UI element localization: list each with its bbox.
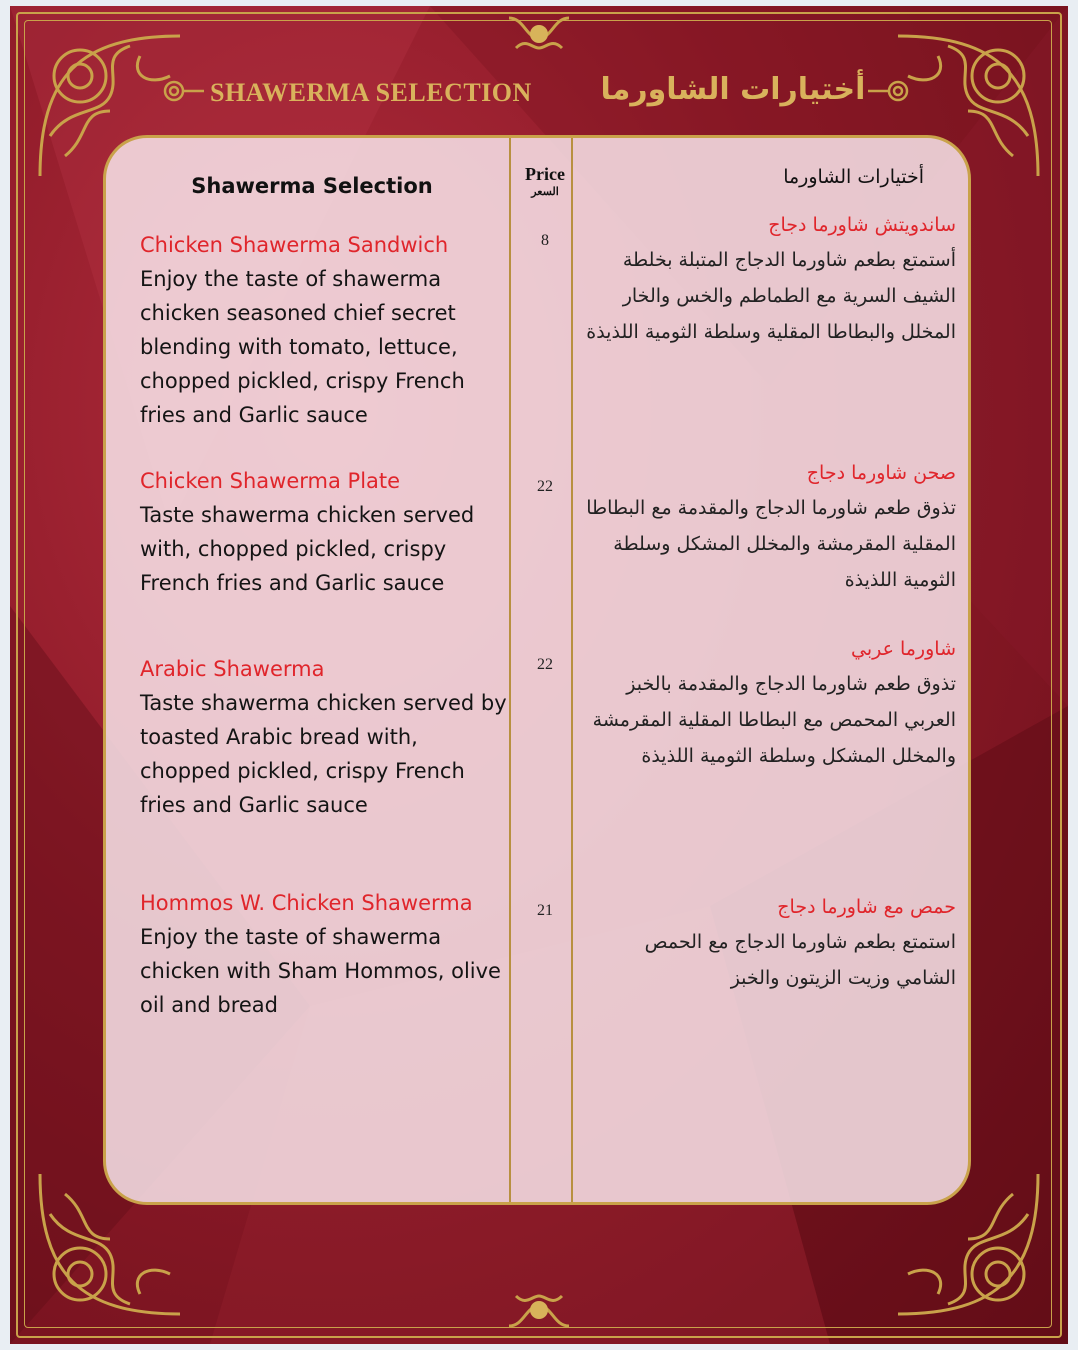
item-name-arabic: شاورما عربي bbox=[850, 638, 956, 660]
item-name-arabic: صحن شاورما دجاج bbox=[806, 462, 956, 484]
menu-page bbox=[10, 6, 1068, 1344]
arabic-column-heading: أختيارات الشاورما bbox=[783, 166, 924, 188]
item-name-arabic: ساندويتش شاورما دجاج bbox=[768, 214, 956, 236]
item-description-english: Enjoy the taste of shawerma chicken seasoned chief secret blending with tomato, lettuce, chopped pickled, crispy French fries and Garlic sauce bbox=[140, 267, 465, 427]
header-title-english: SHAWERMA SELECTION bbox=[210, 78, 532, 107]
item-price: 22 bbox=[537, 478, 553, 495]
menu-item-english bbox=[140, 228, 510, 432]
header-title-arabic: أختيارات الشاورما bbox=[600, 72, 866, 107]
item-name-english: Arabic Shawerma bbox=[140, 657, 325, 681]
menu-item-arabic bbox=[584, 632, 956, 774]
item-description-arabic: تذوق طعم شاورما الدجاج والمقدمة بالخبز العربي المحمص مع البطاطا المقلية المقرمشة والمخلل المشكل وسلطة الثومية اللذيذة bbox=[592, 673, 956, 767]
item-name-english: Hommos W. Chicken Shawerma bbox=[140, 891, 473, 915]
item-name-arabic: حمص مع شاورما دجاج bbox=[777, 896, 956, 918]
item-price: 22 bbox=[537, 656, 553, 673]
item-description-english: Taste shawerma chicken served with, chopped pickled, crispy French fries and Garlic sauce bbox=[140, 503, 475, 595]
menu-item-english bbox=[140, 886, 510, 1022]
menu-item-arabic bbox=[584, 456, 956, 598]
item-description-arabic: أستمتع بطعم شاورما الدجاج المتبلة بخلطة الشيف السرية مع الطماطم والخس والخار المخلل والبطاطا المقلية وسلطة الثومية اللذيذة bbox=[586, 249, 956, 343]
menu-panel bbox=[103, 135, 971, 1205]
price-heading-english: Price bbox=[525, 164, 565, 184]
menu-item-arabic bbox=[584, 208, 956, 350]
top-center-medallion bbox=[504, 8, 574, 58]
english-column-heading: Shawerma Selection bbox=[191, 174, 433, 198]
bottom-center-medallion bbox=[504, 1286, 574, 1336]
item-name-english: Chicken Shawerma Plate bbox=[140, 469, 401, 493]
item-price: 21 bbox=[537, 902, 553, 919]
header-swirl-left bbox=[160, 76, 206, 106]
item-price: 8 bbox=[541, 232, 549, 249]
item-description-english: Enjoy the taste of shawerma chicken with Sham Hommos, olive oil and bread bbox=[140, 925, 501, 1017]
item-name-english: Chicken Shawerma Sandwich bbox=[140, 233, 449, 257]
menu-item-arabic bbox=[584, 890, 956, 996]
price-column-heading bbox=[512, 164, 578, 198]
menu-item-english bbox=[140, 464, 510, 600]
menu-item-english bbox=[140, 652, 510, 822]
price-heading-arabic: السعر bbox=[531, 186, 559, 198]
item-description-english: Taste shawerma chicken served by toasted Arabic bread with, chopped pickled, crispy French fries and Garlic sauce bbox=[140, 691, 507, 817]
item-description-arabic: تذوق طعم شاورما الدجاج والمقدمة مع البطاطا المقلية المقرمشة والمخلل المشكل وسلطة الثومية اللذيذة bbox=[586, 497, 956, 591]
item-description-arabic: استمتع بطعم شاورما الدجاج مع الحمص الشامي وزيت الزيتون والخبز bbox=[644, 931, 956, 989]
